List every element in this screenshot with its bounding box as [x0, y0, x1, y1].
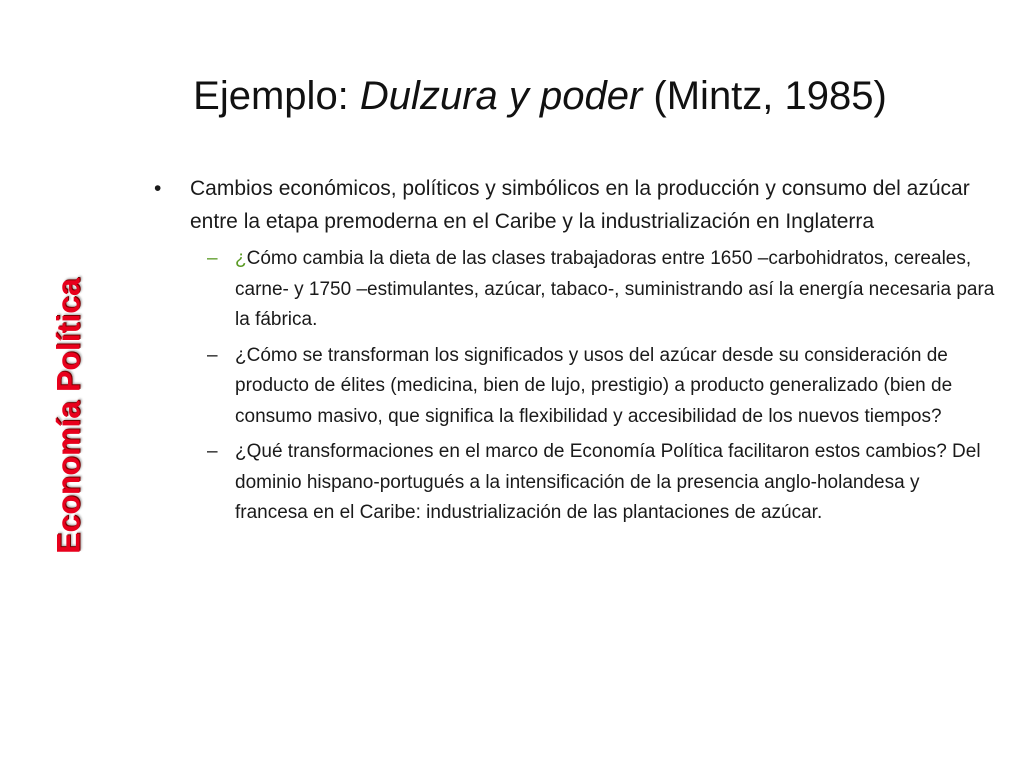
- bullet-marker: •: [154, 177, 162, 200]
- sub-bullet-item: [150, 341, 995, 433]
- sub-bullet-text: ¿Qué transformaciones en el marco de Economía Política facilitaron estos cambios? Del dominio hispano-portugués a la intensificación de la presencia anglo-holandesa y francesa en el Caribe: industrialización de las plantaciones de azúcar.: [235, 441, 981, 523]
- side-label-economia-politica: Economía Política: [50, 278, 87, 554]
- dash-marker: –: [207, 441, 218, 462]
- main-bullet: [150, 172, 995, 238]
- sub-bullet-text: ¿Cómo se transforman los significados y usos del azúcar desde su consideración de producto de élites (medicina, bien de lujo, prestigio) a producto generalizado (bien de consumo masivo, que significa la flexibilidad y accesibilidad de los nuevos tiempos?: [235, 344, 953, 427]
- title-prefix: Ejemplo:: [193, 74, 360, 118]
- dash-marker: –: [207, 248, 218, 269]
- sub-bullet-item: [150, 437, 995, 529]
- slide-content: [150, 172, 995, 534]
- sub-bullet-item: [150, 244, 995, 336]
- sub-bullet-lead: ¿: [235, 248, 247, 269]
- dash-marker: –: [207, 344, 218, 366]
- main-bullet-text: Cambios económicos, políticos y simbólicos en la producción y consumo del azúcar entre la etapa premoderna en el Caribe y la industrialización en Inglaterra: [190, 177, 970, 233]
- slide-title: [100, 70, 980, 122]
- sub-bullet-list: [150, 244, 995, 529]
- sub-bullet-text: Cómo cambia la dieta de las clases trabajadoras entre 1650 –carbohidratos, cereales, carne- y 1750 –estimulantes, azúcar, tabaco-, suministrando así la energía necesaria para la fábrica.: [235, 248, 995, 330]
- title-book-name: Dulzura y poder: [359, 74, 643, 118]
- title-suffix: (Mintz, 1985): [642, 74, 887, 118]
